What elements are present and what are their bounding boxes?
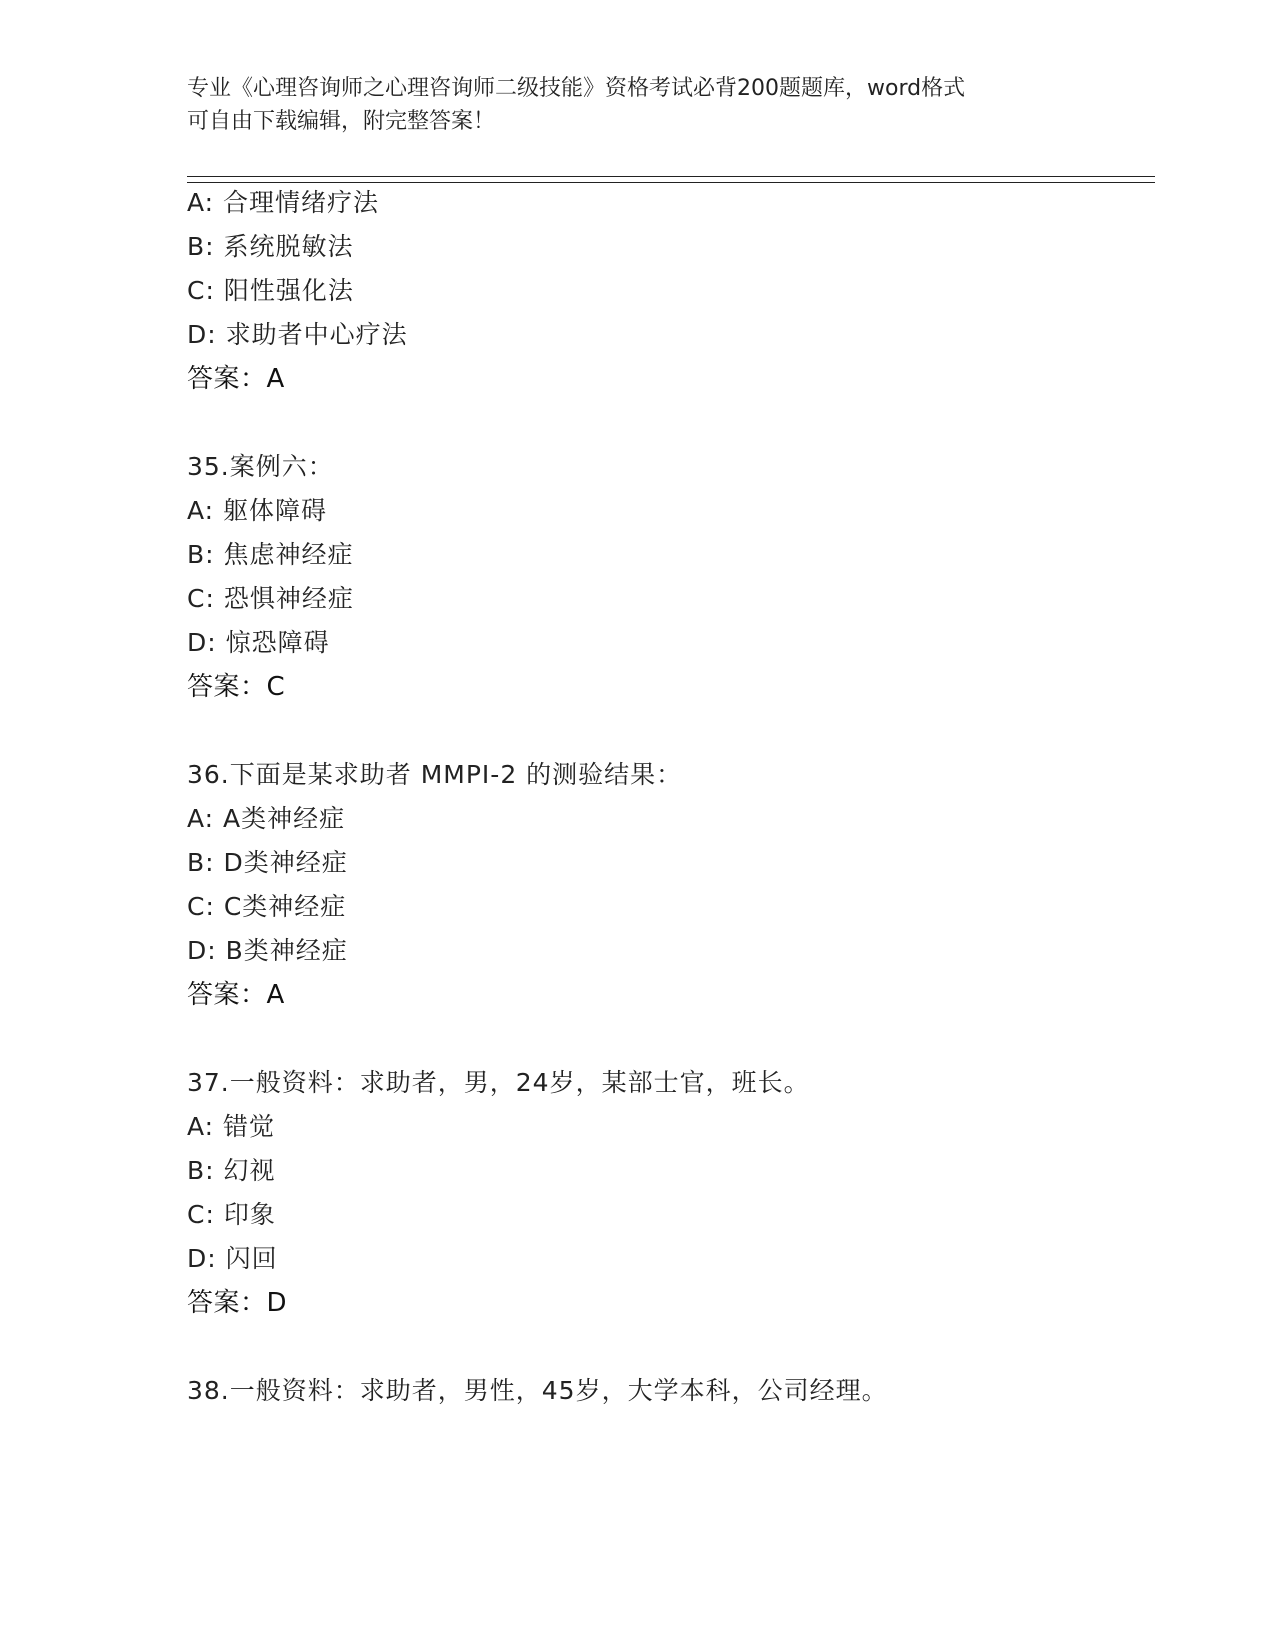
header-line-1: 专业《心理咨询师之心理咨询师二级技能》资格考试必背200题题库，word格式 — [187, 76, 966, 101]
q36-option-d: D: B类神经症 — [187, 936, 348, 965]
q36-question: 36.下面是某求助者 MMPI-2 的测验结果： — [187, 760, 683, 789]
q37-option-c: C: 印象 — [187, 1200, 276, 1229]
header-divider-top — [187, 176, 1155, 177]
q37-option-d: D: 闪回 — [187, 1244, 278, 1273]
q36-option-c: C: C类神经症 — [187, 892, 347, 921]
q34-option-a: A: 合理情绪疗法 — [187, 188, 380, 217]
q35-option-d: D: 惊恐障碍 — [187, 628, 330, 657]
document-header — [187, 72, 1087, 138]
q35-option-b: B: 焦虑神经症 — [187, 540, 354, 569]
q37-option-b: B: 幻视 — [187, 1156, 276, 1185]
q36-answer: 答案：A — [187, 980, 285, 1010]
q36-option-b: B: D类神经症 — [187, 848, 348, 877]
q38-question: 38.一般资料：求助者，男性，45岁，大学本科，公司经理。 — [187, 1376, 888, 1405]
q35-option-c: C: 恐惧神经症 — [187, 584, 354, 613]
q35-option-a: A: 躯体障碍 — [187, 496, 328, 525]
q35-question: 35.案例六： — [187, 452, 334, 481]
q34-option-b: B: 系统脱敏法 — [187, 232, 354, 261]
q36-option-a: A: A类神经症 — [187, 804, 346, 833]
q34-option-c: C: 阳性强化法 — [187, 276, 354, 305]
q34-option-d: D: 求助者中心疗法 — [187, 320, 408, 349]
header-line-2: 可自由下载编辑，附完整答案！ — [187, 109, 496, 134]
header-divider-bottom — [187, 182, 1155, 183]
q34-answer: 答案：A — [187, 364, 285, 394]
q37-option-a: A: 错觉 — [187, 1112, 276, 1141]
q35-answer: 答案：C — [187, 672, 286, 702]
q37-answer: 答案：D — [187, 1288, 288, 1318]
q37-question: 37.一般资料：求助者，男，24岁，某部士官，班长。 — [187, 1068, 810, 1097]
